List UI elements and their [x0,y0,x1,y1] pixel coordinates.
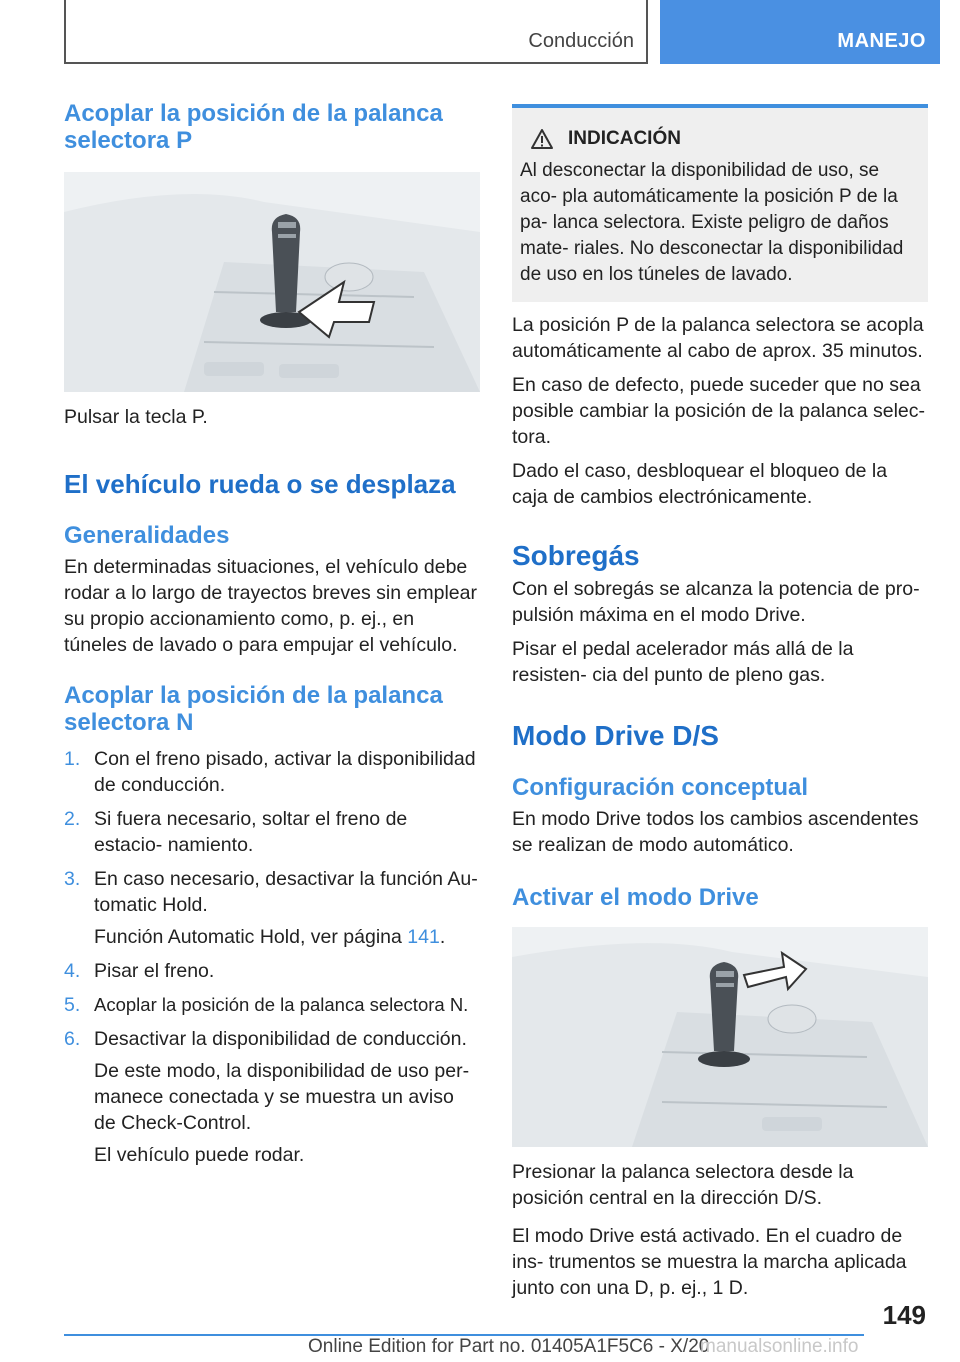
step-text: En caso necesario, desactivar la función Au‐ tomatic Hold. [94,868,478,916]
right-column [512,104,928,1301]
step-number: 1. [64,748,81,770]
heading-drive-mode: Modo Drive D/S [512,720,719,751]
drive-mode-illustration [512,927,928,1147]
step3-reference [64,924,480,950]
gear-selector-illustration [64,172,480,392]
list-item [64,1026,480,1052]
step6-result: El vehículo puede rodar. [94,1144,305,1166]
list-item [64,958,480,984]
step-number: 3. [64,868,81,890]
paragraph-auto-p: La posición P de la palanca selectora se acopla automáticamente al cabo de aprox. 35 minutos. [512,314,924,362]
paragraph-unlock: Dado el caso, desbloquear el bloqueo de la caja de cambios electrónicamente. [512,460,888,508]
paragraph-kickdown-pedal: Pisar el pedal acelerador más allá de la resisten‐ cia del punto de pleno gas. [512,638,854,686]
left-column [64,100,480,1168]
step-number: 4. [64,960,81,982]
notice-box [512,104,928,302]
header-chapter-label: MANEJO [837,30,926,52]
page-link-141[interactable]: 141 [407,926,440,948]
caption-press-ds: Presionar la palanca selectora desde la posición central en la dirección D/S. [512,1161,854,1209]
figure-gear-selector-ds [512,927,928,1147]
figure-gear-selector-p [64,172,480,392]
paragraph-kickdown: Con el sobregás se alcanza la potencia de pro‐ pulsión máxima en el modo Drive. [512,578,920,626]
paragraph-concept: En modo Drive todos los cambios ascendentes se realizan de modo automático. [512,808,919,856]
step-text: Con el freno pisado, activar la disponibilidad de conducción. [94,748,476,796]
paragraph-drive-active: El modo Drive está activado. En el cuadro de ins‐ trumentos se muestra la marcha aplicada junto con una D, p. ej., 1 D. [512,1225,907,1299]
paragraph-generalities: En determinadas situaciones, el vehículo debe rodar a lo largo de trayectos breves sin emplear su propio accionamiento como, p. ej., en túneles de lavado o para empujar el vehículo. [64,556,477,656]
steps-list-continued [64,958,480,1052]
notice-title: INDICACIÓN [568,128,681,149]
step-number: 2. [64,808,81,830]
reference-prefix: Función Automatic Hold, ver página [94,926,408,948]
steps-list [64,746,480,918]
notice-header [530,128,918,150]
step6-note: De este modo, la disponibilidad de uso per‐ manece conectada y se muestra un aviso de Check-Control. [94,1060,470,1134]
step-text: Pisar el freno. [94,960,215,982]
step-number: 5. [64,994,81,1016]
notice-text: Al desconectar la disponibilidad de uso, se aco‐ pla automáticamente la posición P de la pa‐ lanca selectora. Existe peligro de daños mate‐ riales. No desconectar la disponibilidad de uso en los túneles de lavado. [520,160,904,285]
step-text: Acoplar la posición de la palanca selectora N. [94,994,469,1015]
header-section-box [64,0,648,64]
step-number: 6. [64,1028,81,1050]
step-text: Si fuera necesario, soltar el freno de estacio‐ namiento. [94,808,408,856]
header-section-title: Conducción [528,30,634,52]
step-text: Desactivar la disponibilidad de conducción. [94,1028,467,1050]
header-chapter-tab[interactable] [660,0,940,64]
footer-watermark: manualsonline.info [700,1336,859,1357]
heading-generalities: Generalidades [64,522,230,549]
reference-suffix: . [439,926,446,948]
list-item [64,746,480,798]
list-item [64,992,480,1018]
heading-vehicle-rolls: El vehículo rueda o se desplaza [64,469,456,499]
list-item [64,806,480,858]
heading-activate-drive: Activar el modo Drive [512,884,759,911]
heading-concept: Configuración conceptual [512,774,809,801]
heading-kickdown: Sobregás [512,540,640,571]
caption-press-p: Pulsar la tecla P. [64,406,208,428]
warning-icon [530,128,554,150]
heading-p-position: Acoplar la posición de la palanca selectora P [64,100,443,154]
footer-edition: Online Edition for Part no. 01405A1F5C6 - X/20 [308,1336,710,1357]
list-item [64,866,480,918]
heading-n-position: Acoplar la posición de la palanca selectora N [64,682,443,736]
page-number: 149 [882,1300,926,1330]
paragraph-defect: En caso de defecto, puede suceder que no sea posible cambiar la posición de la palanca selec‐ tora. [512,374,925,448]
